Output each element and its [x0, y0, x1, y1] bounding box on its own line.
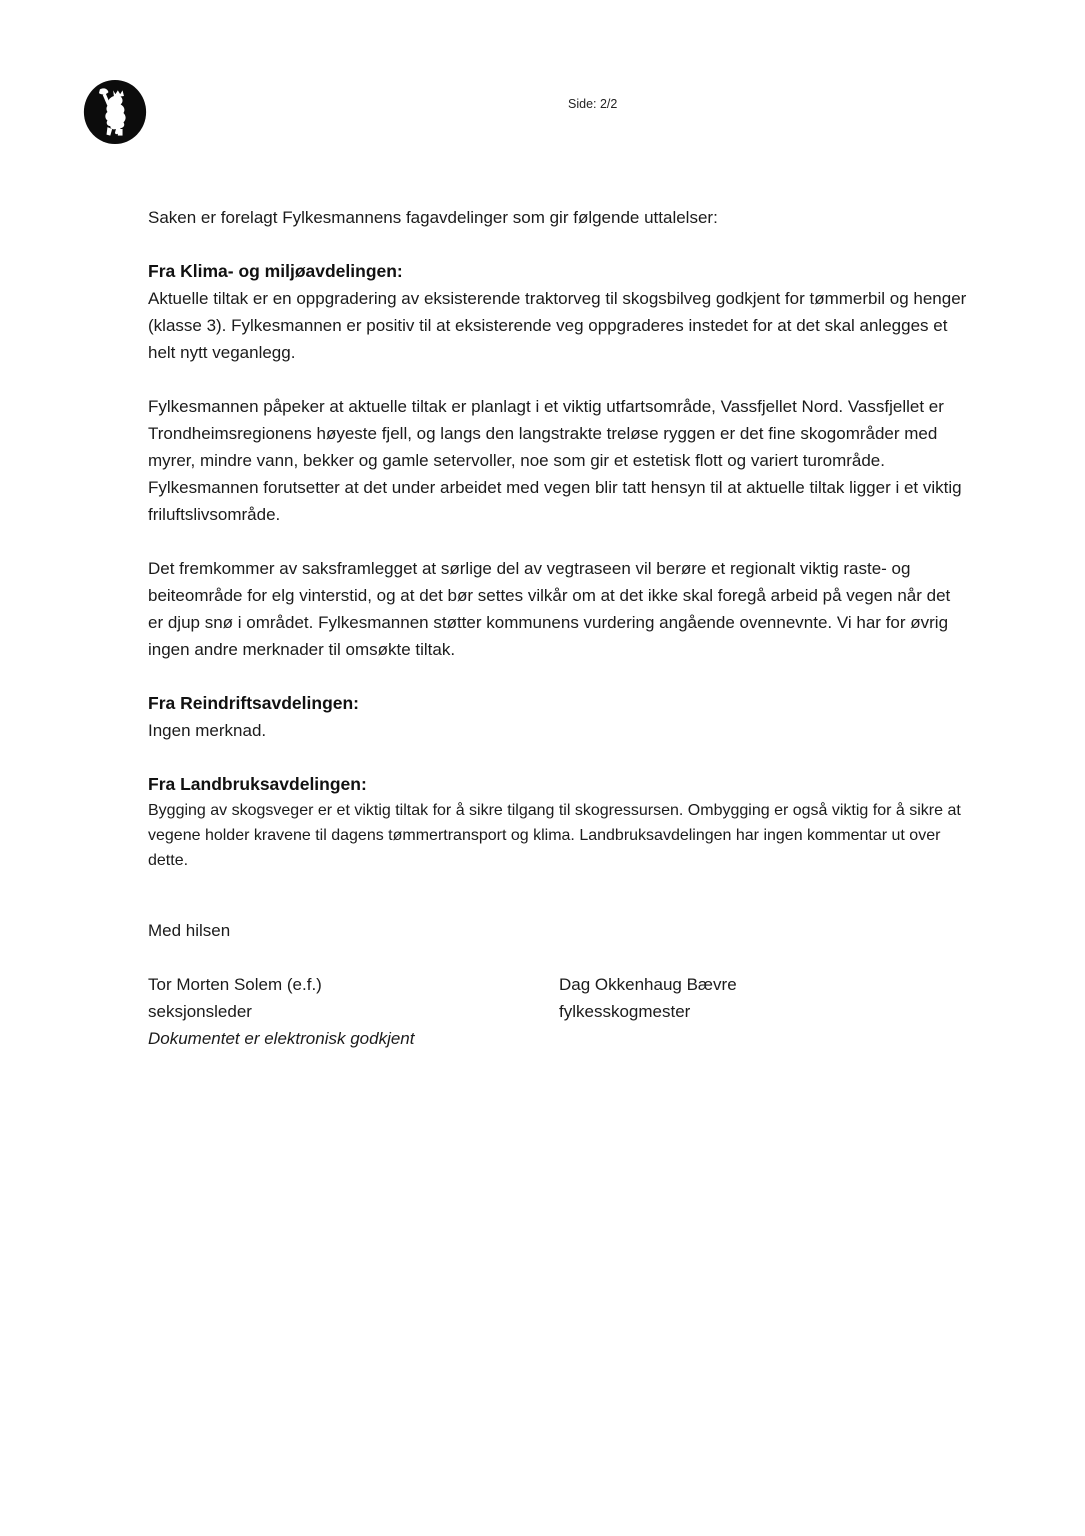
letter-body [148, 204, 970, 1052]
closing-greeting: Med hilsen [148, 921, 231, 940]
norwegian-lion-icon [82, 78, 148, 146]
paragraph: Fylkesmannen påpeker at aktuelle tiltak er planlagt i et viktig utfartsområde, Vassfjellet Nord. Vassfjellet er Trondheimsregionens høyeste fjell, og langs den langstrakte treløse ryggen er det fine skogområder med myrer, mindre vann, bekker og gamle setervoller, noe som gir et estetisk flott og variert turområde. Fylkesmannen forutsetter at det under arbeidet med vegen blir tatt hensyn til at aktuelle tiltak ligger i et viktig friluftslivsområde. [148, 397, 962, 524]
signature-name: Dag Okkenhaug Bævre [559, 975, 737, 994]
paragraph: Aktuelle tiltak er en oppgradering av eksisterende traktorveg til skogsbilveg godkjent for tømmerbil og henger (klasse 3). Fylkesmannen er positiv til at eksisterende veg oppgraderes instedet for at det skal anlegges et helt nytt veganlegg. [148, 289, 967, 362]
signature-row [148, 971, 970, 1025]
paragraph: Ingen merknad. [148, 721, 267, 740]
section-reindrift [148, 690, 970, 744]
signature-left [148, 971, 559, 1025]
section-klima-miljo [148, 258, 970, 663]
paragraph: Bygging av skogsveger er et viktig tiltak for å sikre tilgang til skogressursen. Ombygging er også viktig for å sikre at vegene holder kravene til dagens tømmertransport og klima. Landbruksavdelingen har ingen kommentar ut over dette. [148, 802, 961, 869]
section-heading: Fra Landbruksavdelingen: [148, 774, 367, 794]
intro-paragraph: Saken er forelagt Fylkesmannens fagavdelinger som gir følgende uttalelser: [148, 208, 718, 227]
electronic-approval-note: Dokumentet er elektronisk godkjent [148, 1029, 415, 1048]
signature-title: fylkesskogmester [559, 1002, 691, 1021]
section-landbruk [148, 771, 970, 873]
closing-block [148, 917, 970, 1052]
page-number-indicator: Side: 2/2 [568, 97, 618, 111]
paragraph: Det fremkommer av saksframlegget at sørlige del av vegtraseen vil berøre et regionalt viktig raste- og beiteområde for elg vinterstid, og at det bør settes vilkår om at det ikke skal foregå arbeid på vegen når det er djup snø i området. Fylkesmannen støtter kommunens vurdering angående ovennevnte. Vi har for øvrig ingen andre merknader til omsøkte tiltak. [148, 559, 951, 659]
signature-right [559, 971, 970, 1025]
signature-title: seksjonsleder [148, 1002, 252, 1021]
fylkesmannen-logo [82, 78, 148, 146]
section-heading: Fra Reindriftsavdelingen: [148, 693, 360, 713]
signature-name: Tor Morten Solem (e.f.) [148, 975, 322, 994]
section-heading: Fra Klima- og miljøavdelingen: [148, 261, 403, 281]
